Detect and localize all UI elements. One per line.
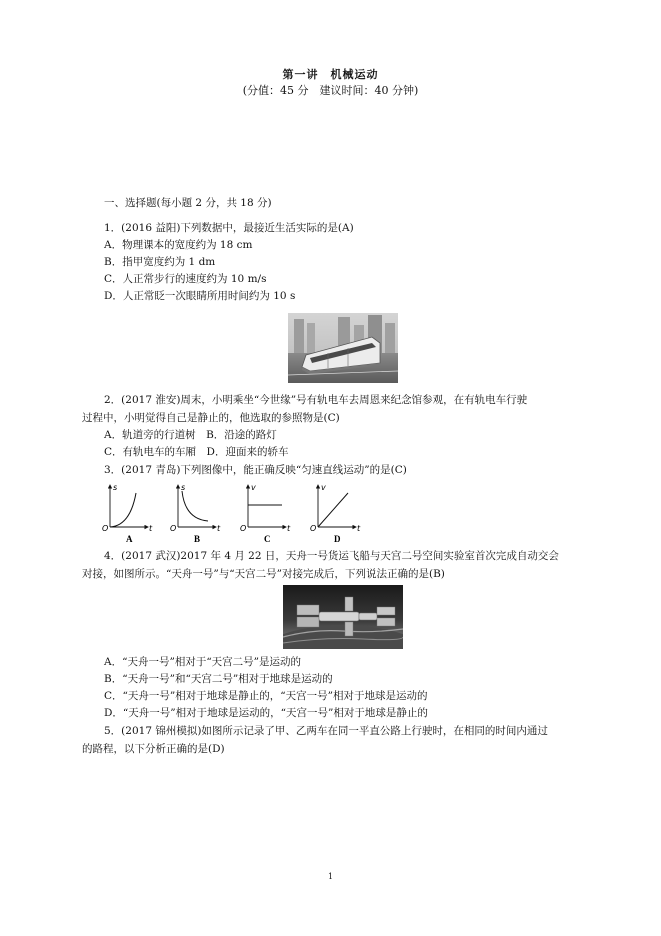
graph-a-yaxis: s bbox=[113, 483, 118, 492]
graph-b-yaxis: s bbox=[181, 483, 186, 492]
q2-options-row2: C．有轨电车的车厢 D．迎面来的轿车 bbox=[104, 446, 289, 458]
graph-a-xaxis: t bbox=[149, 524, 153, 533]
q4-option-c: C．“天舟一号”相对于地球是静止的，“天宫一号”相对于地球是运动的 bbox=[104, 690, 428, 702]
graph-c-yaxis: v bbox=[251, 483, 256, 492]
q1-option-b: B．指甲宽度约为 1 dm bbox=[104, 256, 216, 268]
graph-c-xaxis: t bbox=[287, 524, 291, 533]
q1-option-c: C．人正常步行的速度约为 10 m/s bbox=[104, 273, 267, 285]
graph-a-letter: A bbox=[126, 534, 133, 544]
tram-photo bbox=[288, 313, 398, 383]
q4-option-a: A．“天舟一号”相对于“天宫二号”是运动的 bbox=[104, 656, 302, 668]
q1-stem: 1．(2016 益阳)下列数据中，最接近生活实际的是(A) bbox=[104, 222, 354, 234]
graph-d-xaxis: t bbox=[357, 524, 361, 533]
graph-b-xaxis: t bbox=[217, 524, 221, 533]
graph-b-letter: B bbox=[194, 534, 201, 544]
page-subtitle: (分值：45 分 建议时间：40 分钟) bbox=[242, 84, 419, 97]
q3-stem: 3．(2017 青岛)下列图像中，能正确反映“匀速直线运动”的是(C) bbox=[104, 464, 407, 476]
graph-c-origin: O bbox=[240, 524, 247, 533]
q1-option-d: D．人正常眨一次眼睛所用时间约为 10 s bbox=[104, 290, 296, 302]
q2-stem-line1: 2．(2017 淮安)周末，小明乘坐“今世缘”号有轨电车去周恩来纪念馆参观，在有轨电车行驶 bbox=[104, 394, 528, 406]
graph-c-letter: C bbox=[264, 534, 271, 544]
section-heading: 一、选择题(每小题 2 分，共 18 分) bbox=[104, 197, 272, 209]
q2-options-row1: A．轨道旁的行道树 B．沿途的路灯 bbox=[104, 429, 277, 441]
graph-b-origin: O bbox=[170, 524, 177, 533]
q5-stem-line1: 5．(2017 锦州模拟)如图所示记录了甲、乙两车在同一平直公路上行驶时，在相同的时间内通过 bbox=[104, 725, 548, 737]
q4-stem-line1: 4．(2017 武汉)2017 年 4 月 22 日，天舟一号货运飞船与天宫二号空间实验室首次完成自动交会 bbox=[104, 550, 559, 562]
q4-option-b: B．“天舟一号”和“天宫二号”相对于地球是运动的 bbox=[104, 673, 333, 685]
q5-stem-line2: 的路程，以下分析正确的是(D) bbox=[82, 743, 225, 755]
page-title: 第一讲 机械运动 bbox=[282, 68, 379, 81]
graph-d-origin: O bbox=[310, 524, 317, 533]
q2-stem-line2: 过程中，小明觉得自己是静止的，他选取的参照物是(C) bbox=[82, 412, 340, 424]
graph-d-letter: D bbox=[334, 534, 341, 544]
graph-a-origin: O bbox=[102, 524, 109, 533]
page-number: 1 bbox=[327, 872, 334, 881]
spacecraft-photo bbox=[283, 585, 403, 649]
q1-option-a: A．物理课本的宽度约为 18 cm bbox=[104, 239, 253, 251]
q3-graphs bbox=[100, 479, 370, 545]
q4-stem-line2: 对接，如图所示。“天舟一号”与“天宫二号”对接完成后，下列说法正确的是(B) bbox=[82, 568, 445, 580]
q4-option-d: D．“天舟一号”相对于地球是运动的，“天宫一号”相对于地球是静止的 bbox=[104, 707, 428, 719]
graph-d-yaxis: v bbox=[321, 483, 326, 492]
